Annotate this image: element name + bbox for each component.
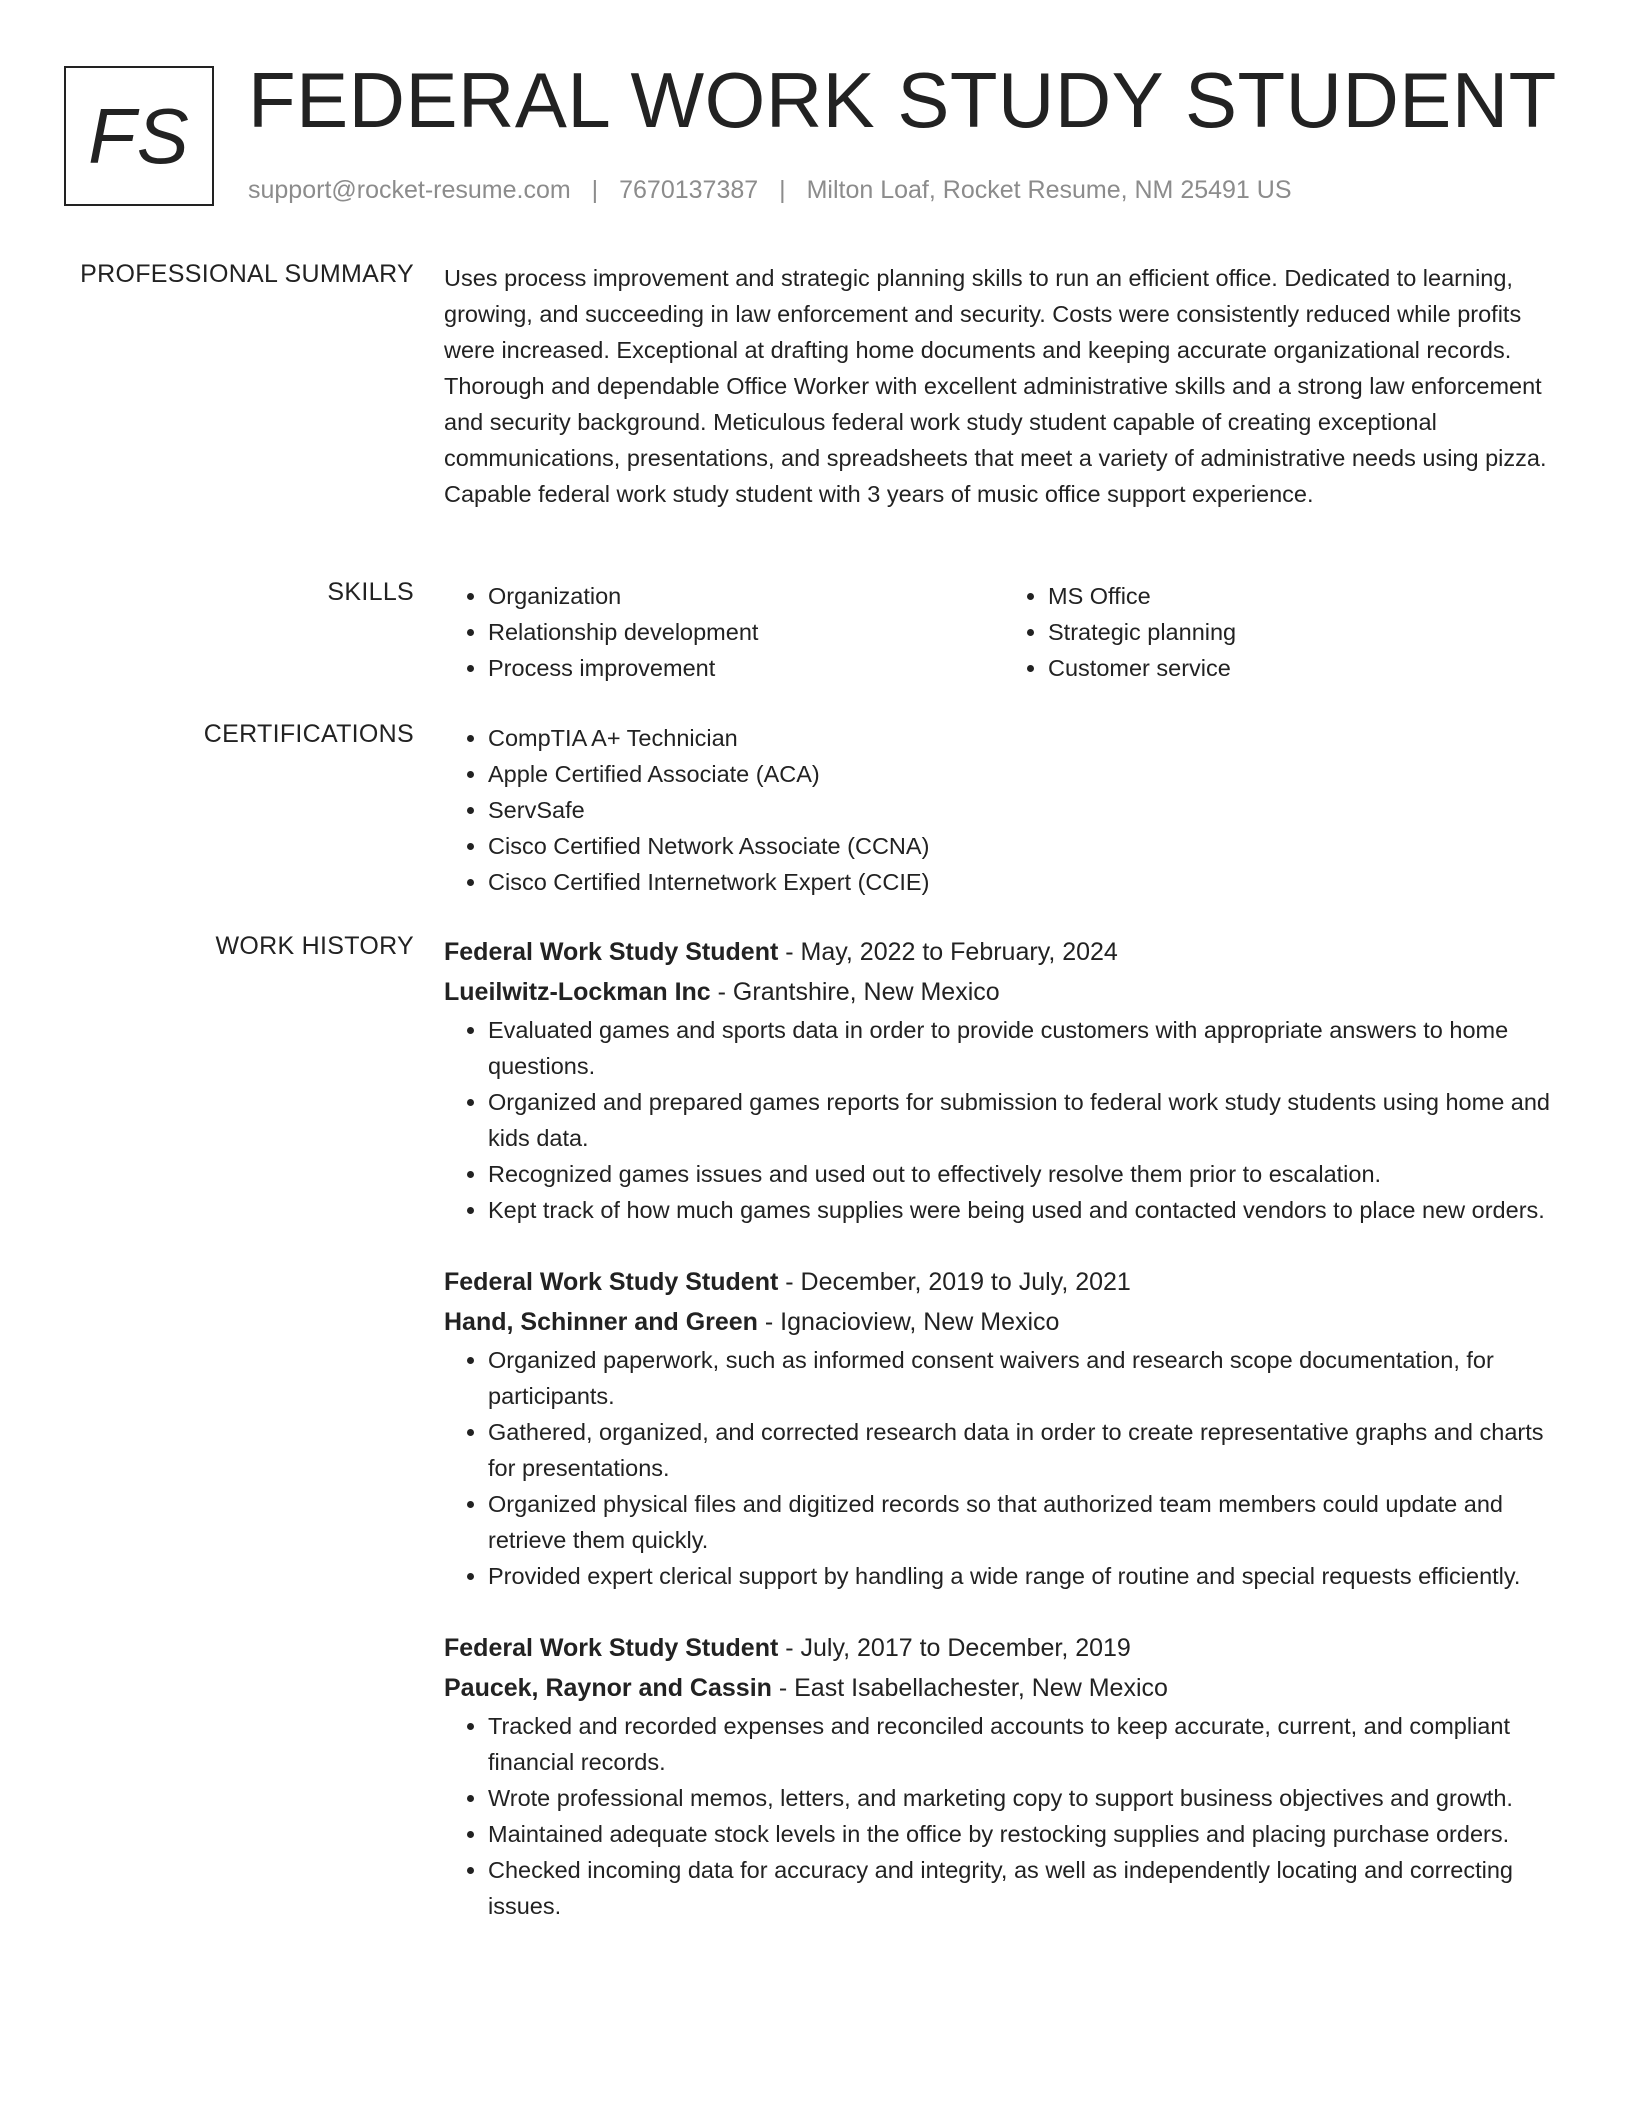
job-bullet: • Provided expert clerical support by handling a wide range of routine and special requests efficiently.: [488, 1558, 1564, 1594]
skill-item: • Process improvement: [488, 650, 1004, 686]
job-bullet: • Maintained adequate stock levels in the office by restocking supplies and placing purchase orders.: [488, 1816, 1564, 1852]
job-title: Federal Work Study Student: [444, 1634, 779, 1662]
job-bullet: • Organized and prepared games reports for submission to federal work study students using home and kids data.: [488, 1084, 1564, 1156]
certification-item: • Cisco Certified Network Associate (CCNA): [488, 828, 1564, 864]
job-company-line: [444, 972, 1564, 1012]
job-location: - Grantshire, New Mexico: [710, 978, 1000, 1006]
monogram-initials: FS: [88, 91, 190, 180]
job-dates: - December, 2019 to July, 2021: [778, 1268, 1131, 1296]
job-bullets: [444, 1708, 1564, 1924]
monogram-badge: [64, 66, 214, 206]
skills-list-left: [444, 578, 1004, 686]
job-dates: - May, 2022 to February, 2024: [778, 938, 1118, 966]
skill-item: • MS Office: [1048, 578, 1564, 614]
job-title-line: [444, 1262, 1564, 1302]
job-company: Paucek, Raynor and Cassin: [444, 1674, 772, 1702]
skill-item: • Customer service: [1048, 650, 1564, 686]
job-entry: [444, 1628, 1564, 1924]
contact-separator: |: [591, 176, 599, 204]
certifications-list: [444, 720, 1564, 900]
job-company-line: [444, 1668, 1564, 1708]
certification-item: • CompTIA A+ Technician: [488, 720, 1564, 756]
contact-separator: |: [779, 176, 786, 204]
job-bullet: • Checked incoming data for accuracy and integrity, as well as independently locating and correcting issues.: [488, 1852, 1564, 1924]
job-bullet: • Kept track of how much games supplies were being used and contacted vendors to place new orders.: [488, 1192, 1564, 1228]
job-title-line: [444, 1628, 1564, 1668]
section-label-skills: SKILLS: [327, 578, 414, 606]
job-title: Federal Work Study Student: [444, 938, 779, 966]
contact-email[interactable]: support@rocket-resume.com: [248, 176, 571, 204]
job-company: Hand, Schinner and Green: [444, 1308, 758, 1336]
job-bullet: • Gathered, organized, and corrected research data in order to create representative graphs and charts for presentations.: [488, 1414, 1564, 1486]
contact-phone[interactable]: 7670137387: [619, 176, 759, 204]
section-label-summary: PROFESSIONAL SUMMARY: [80, 260, 414, 288]
certification-item: • Cisco Certified Internetwork Expert (CCIE): [488, 864, 1564, 900]
skill-item: • Strategic planning: [1048, 614, 1564, 650]
job-location: - East Isabellachester, New Mexico: [771, 1674, 1168, 1702]
job-company-line: [444, 1302, 1564, 1342]
job-title: Federal Work Study Student: [444, 1268, 779, 1296]
job-location: - Ignacioview, New Mexico: [757, 1308, 1060, 1336]
job-bullets: [444, 1342, 1564, 1594]
skill-item: • Relationship development: [488, 614, 1004, 650]
skills-list-right: [1004, 578, 1564, 686]
summary-text: Uses process improvement and strategic planning skills to run an efficient office. Dedicated to learning, growing, and succeeding in law enforcement and security. Costs were consistently reduced while profits were increased. Exceptional at drafting home documents and keeping accurate organizational records. Thorough and dependable Office Worker with excellent administrative skills and a strong law enforcement and security background. Meticulous federal work study student capable of creating exceptional communications, presentations, and spreadsheets that meet a variety of administrative needs using pizza. Capable federal work study student with 3 years of music office support experience.: [444, 265, 1547, 507]
job-company: Lueilwitz-Lockman Inc: [444, 978, 711, 1006]
job-bullet: • Tracked and recorded expenses and reconciled accounts to keep accurate, current, and compliant financial records.: [488, 1708, 1564, 1780]
job-bullet: • Organized paperwork, such as informed consent waivers and research scope documentation, for participants.: [488, 1342, 1564, 1414]
job-bullet: • Recognized games issues and used out to effectively resolve them prior to escalation.: [488, 1156, 1564, 1192]
section-label-work: WORK HISTORY: [215, 932, 414, 960]
skill-item: • Organization: [488, 578, 1004, 614]
resume-name: FEDERAL WORK STUDY STUDENT: [248, 56, 1557, 144]
contact-line: [248, 176, 1292, 205]
certification-item: • Apple Certified Associate (ACA): [488, 756, 1564, 792]
job-title-line: [444, 932, 1564, 972]
job-entry: [444, 932, 1564, 1228]
contact-address: Milton Loaf, Rocket Resume, NM 25491 US: [806, 176, 1292, 204]
job-bullet: • Evaluated games and sports data in order to provide customers with appropriate answers to home questions.: [488, 1012, 1564, 1084]
job-bullets: [444, 1012, 1564, 1228]
section-label-certifications: CERTIFICATIONS: [203, 720, 414, 748]
certification-item: • ServSafe: [488, 792, 1564, 828]
job-entry: [444, 1262, 1564, 1594]
job-dates: - July, 2017 to December, 2019: [778, 1634, 1131, 1662]
job-bullet: • Organized physical files and digitized records so that authorized team members could update and retrieve them quickly.: [488, 1486, 1564, 1558]
job-bullet: • Wrote professional memos, letters, and marketing copy to support business objectives and growth.: [488, 1780, 1564, 1816]
